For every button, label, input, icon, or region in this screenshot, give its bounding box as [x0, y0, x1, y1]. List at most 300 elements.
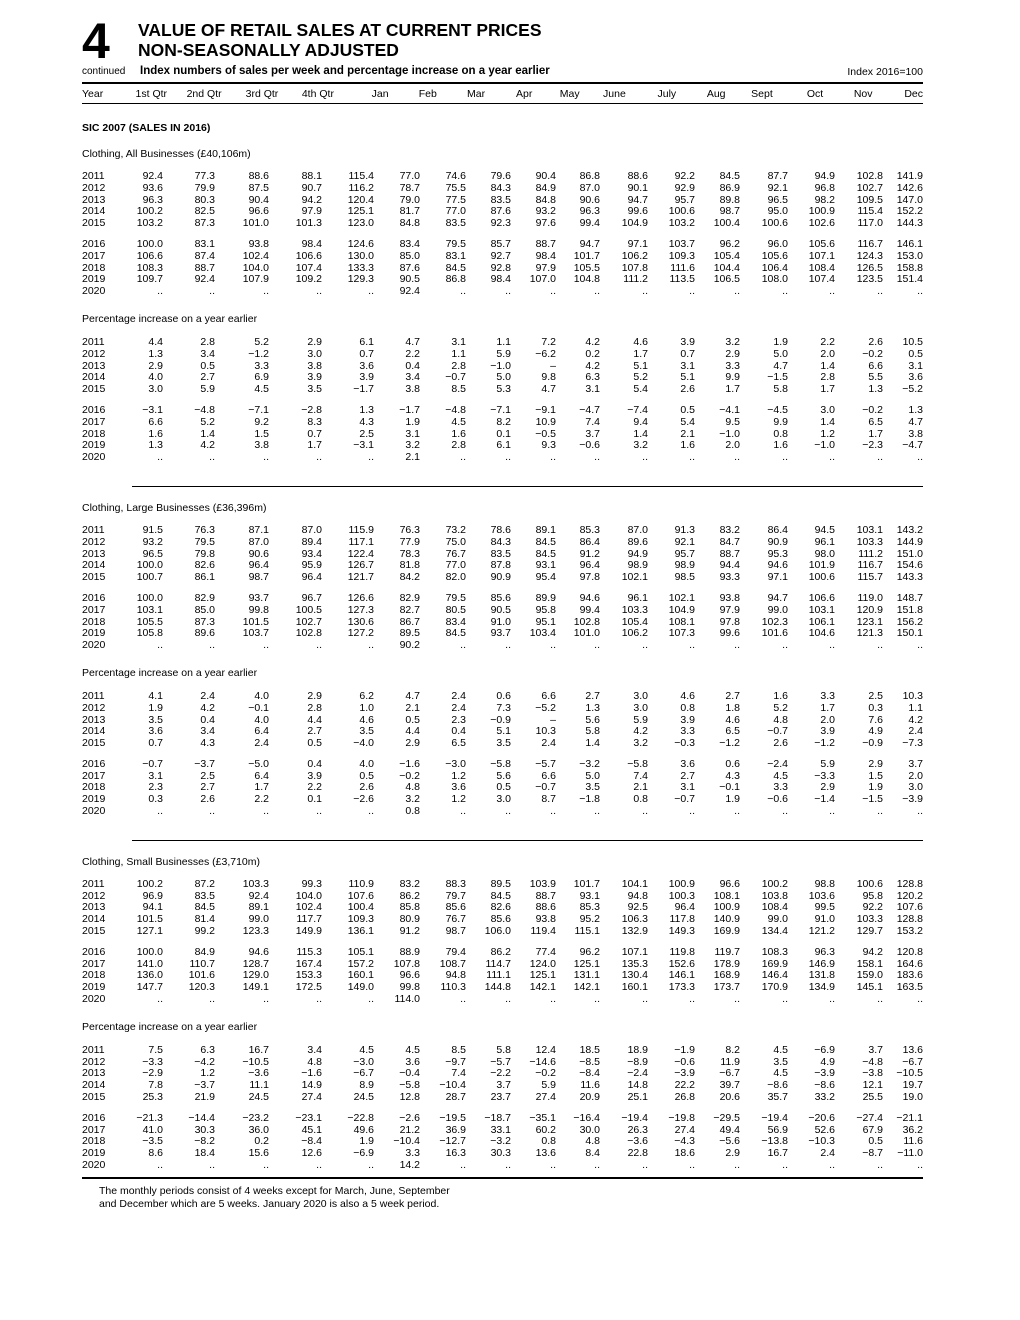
value-cell: 6.6 [868, 359, 883, 372]
value-cell: 12.8 [399, 1091, 420, 1104]
value-cell: 92.1 [674, 535, 695, 548]
value-cell: −16.4 [573, 1111, 600, 1124]
value-cell: 6.6 [148, 415, 163, 428]
value-cell: 100.9 [668, 877, 695, 890]
value-cell: 116.2 [348, 181, 374, 194]
value-cell: .. [734, 805, 740, 818]
value-cell: .. [460, 1159, 466, 1172]
value-cell: 10.3 [902, 689, 923, 702]
index-row [82, 286, 923, 298]
value-cell: 14.9 [301, 1079, 322, 1092]
value-cell: 123.5 [856, 273, 883, 286]
value-cell: −3.8 [862, 1067, 883, 1080]
value-cell: 3.8 [405, 383, 420, 396]
value-cell: 11.1 [249, 1079, 269, 1092]
value-cell: 86.8 [445, 273, 466, 286]
value-cell: 91.2 [579, 547, 600, 560]
value-cell: .. [316, 639, 322, 652]
value-cell: 83.1 [445, 249, 466, 262]
value-cell: 2.3 [451, 713, 466, 726]
value-cell: −1.2 [719, 737, 740, 750]
percentage-row [82, 703, 923, 715]
value-cell: 79.0 [399, 193, 420, 206]
value-cell: 151.4 [896, 273, 923, 286]
index-row [82, 274, 923, 286]
value-cell: 88.7 [535, 889, 556, 902]
value-cell: .. [829, 805, 835, 818]
value-cell: 148.7 [896, 591, 923, 604]
percentage-heading: Percentage increase on a year earlier [82, 312, 258, 325]
column-header: May [559, 87, 580, 100]
value-cell: 4.0 [254, 689, 269, 702]
value-cell: 85.7 [490, 237, 511, 250]
value-cell: .. [594, 451, 600, 464]
value-cell: 3.6 [148, 725, 163, 738]
value-cell: 107.9 [242, 273, 269, 286]
value-cell: 2.7 [307, 725, 322, 738]
value-cell: 5.6 [585, 713, 600, 726]
value-cell: 5.8 [496, 1043, 511, 1056]
value-cell: −3.0 [445, 757, 466, 770]
value-cell: 0.1 [496, 427, 511, 440]
value-cell: 2.9 [307, 335, 322, 348]
value-cell: 94.7 [767, 591, 788, 604]
value-cell: 125.1 [347, 205, 374, 218]
value-cell: 7.2 [541, 335, 556, 348]
value-cell: 115.9 [348, 523, 374, 536]
value-cell: 103.8 [761, 889, 788, 902]
value-cell: 134.4 [761, 925, 788, 938]
percentage-row [82, 440, 923, 452]
value-cell: 1.6 [148, 427, 163, 440]
year-cell: 2020 [82, 285, 106, 298]
value-cell: 108.1 [713, 889, 740, 902]
year-cell: 2014 [82, 559, 106, 572]
column-header: July [657, 87, 677, 100]
column-header: 4th Qtr [301, 87, 334, 100]
value-cell: 96.6 [719, 877, 740, 890]
value-cell: 3.5 [773, 1055, 788, 1068]
value-cell: 106.4 [761, 261, 788, 274]
value-cell: 84.9 [535, 181, 556, 194]
value-cell: 109.3 [347, 913, 374, 926]
column-header: Apr [516, 87, 533, 100]
value-cell: 6.4 [254, 769, 269, 782]
value-cell: 84.5 [535, 547, 556, 560]
value-cell: 94.9 [627, 547, 648, 560]
value-cell: 126.5 [856, 261, 883, 274]
value-cell: −1.8 [579, 793, 600, 806]
value-cell: 101.6 [188, 969, 215, 982]
value-cell: 94.9 [814, 170, 835, 182]
value-cell: −0.9 [862, 737, 883, 750]
value-cell: 8.5 [451, 383, 466, 396]
value-cell: −35.1 [529, 1111, 556, 1124]
value-cell: 83.5 [445, 217, 466, 230]
value-cell: 93.1 [579, 889, 600, 902]
value-cell: 115.3 [296, 945, 322, 958]
value-cell: 90.9 [767, 535, 788, 548]
value-cell: 158.1 [856, 957, 883, 970]
value-cell: −10.5 [242, 1055, 269, 1068]
value-cell: 108.3 [761, 945, 788, 958]
value-cell: −0.7 [445, 371, 466, 384]
value-cell: 83.4 [399, 237, 420, 250]
value-cell: 153.2 [896, 925, 923, 938]
value-cell: 128.7 [242, 957, 269, 970]
value-cell: −4.3 [674, 1135, 695, 1148]
value-cell: 8.6 [148, 1147, 163, 1160]
value-cell: 147.7 [136, 981, 163, 994]
value-cell: .. [316, 285, 322, 298]
year-cell: 2018 [82, 427, 106, 440]
value-cell: −8.6 [814, 1079, 835, 1092]
value-cell: 7.4 [451, 1067, 466, 1080]
value-cell: 141.9 [896, 170, 923, 182]
title-line-1: VALUE OF RETAIL SALES AT CURRENT PRICES [138, 20, 542, 40]
value-cell: 90.7 [301, 181, 322, 194]
value-cell: 80.9 [399, 913, 420, 926]
value-cell: .. [689, 805, 695, 818]
year-cell: 2012 [82, 1055, 106, 1068]
value-cell: 99.8 [399, 981, 420, 994]
value-cell: 88.6 [535, 901, 556, 914]
value-cell: .. [460, 993, 466, 1006]
value-cell: −9.7 [445, 1055, 466, 1068]
value-cell: .. [594, 1159, 600, 1172]
value-cell: 89.5 [490, 877, 511, 890]
value-cell: 6.1 [359, 335, 374, 348]
value-cell: 4.0 [148, 371, 163, 384]
value-cell: 123.0 [347, 217, 374, 230]
value-cell: 93.8 [535, 913, 556, 926]
value-cell: 96.2 [579, 945, 600, 958]
value-cell: 91.3 [674, 523, 695, 536]
value-cell: 124.3 [856, 249, 883, 262]
value-cell: 4.7 [405, 335, 420, 348]
value-cell: −3.9 [902, 793, 923, 806]
value-cell: 99.3 [301, 877, 322, 890]
value-cell: .. [782, 805, 788, 818]
year-cell: 2016 [82, 757, 106, 770]
year-cell: 2011 [82, 877, 105, 890]
value-cell: 79.7 [445, 889, 466, 902]
value-cell: 1.1 [451, 347, 466, 360]
value-cell: 12.4 [535, 1043, 556, 1056]
value-cell: 123.1 [856, 615, 883, 628]
year-cell: 2019 [82, 439, 106, 452]
value-cell: 86.2 [490, 945, 511, 958]
value-cell: 126.7 [347, 559, 374, 572]
index-row [82, 947, 923, 959]
value-cell: 8.3 [307, 415, 322, 428]
value-cell: 114.7 [485, 957, 511, 970]
value-cell: 3.3 [254, 359, 269, 372]
value-cell: .. [209, 1159, 215, 1172]
value-cell: −2.2 [490, 1067, 511, 1080]
value-cell: 0.5 [359, 769, 374, 782]
value-cell: 4.7 [541, 383, 556, 396]
value-cell: .. [917, 805, 923, 818]
value-cell: 125.1 [529, 969, 556, 982]
value-cell: 11.9 [720, 1055, 740, 1068]
value-cell: 1.4 [633, 427, 648, 440]
value-cell: 2.7 [585, 689, 600, 702]
data-table [82, 879, 923, 1006]
value-cell: 4.9 [868, 725, 883, 738]
value-cell: 77.5 [445, 193, 466, 206]
value-cell: −0.2 [862, 403, 883, 416]
value-cell: .. [829, 451, 835, 464]
value-cell: 120.9 [856, 603, 883, 616]
value-cell: −8.4 [301, 1135, 322, 1148]
value-cell: 120.4 [347, 193, 374, 206]
value-cell: 1.9 [725, 793, 740, 806]
value-cell: 107.4 [808, 273, 835, 286]
value-cell: 5.2 [773, 701, 788, 714]
value-cell: .. [316, 993, 322, 1006]
value-cell: 2.4 [200, 689, 215, 702]
value-cell: 4.6 [359, 713, 374, 726]
value-cell: 7.8 [148, 1079, 163, 1092]
value-cell: 86.1 [194, 571, 215, 584]
value-cell: 3.2 [405, 793, 420, 806]
value-cell: 115.4 [857, 205, 883, 218]
value-cell: .. [642, 285, 648, 298]
value-cell: −1.2 [814, 737, 835, 750]
value-cell: 98.9 [674, 559, 695, 572]
value-cell: .. [594, 993, 600, 1006]
percentage-row [82, 337, 923, 349]
value-cell: 8.9 [359, 1079, 374, 1092]
value-cell: 1.3 [585, 701, 600, 714]
value-cell: 2.2 [405, 347, 420, 360]
value-cell: 108.4 [761, 901, 788, 914]
value-cell: 97.1 [627, 237, 648, 250]
value-cell: 30.3 [194, 1123, 215, 1136]
year-cell: 2014 [82, 725, 106, 738]
value-cell: 2.9 [307, 689, 322, 702]
value-cell: 150.1 [896, 627, 923, 640]
value-cell: 121.7 [347, 571, 374, 584]
value-cell: −0.7 [535, 781, 556, 794]
value-cell: 0.6 [725, 757, 740, 770]
value-cell: 5.0 [773, 347, 788, 360]
value-cell: 88.9 [399, 945, 420, 958]
value-cell: 6.5 [725, 725, 740, 738]
value-cell: 8.7 [541, 793, 556, 806]
value-cell: 1.3 [148, 439, 163, 452]
value-cell: 3.6 [405, 1055, 420, 1068]
value-cell: 125.1 [573, 957, 600, 970]
value-cell: .. [734, 285, 740, 298]
value-cell: 1.6 [451, 427, 466, 440]
value-cell: .. [642, 639, 648, 652]
value-cell: 5.1 [680, 371, 695, 384]
value-cell: 149.0 [347, 981, 374, 994]
value-cell: 82.6 [194, 559, 215, 572]
data-table [82, 1045, 923, 1172]
value-cell: 96.7 [301, 591, 322, 604]
value-cell: −4.8 [445, 403, 466, 416]
value-cell: 95.7 [674, 193, 695, 206]
value-cell: 142.1 [573, 981, 600, 994]
value-cell: 173.7 [713, 981, 740, 994]
value-cell: 129.7 [856, 925, 883, 938]
value-cell: 107.8 [393, 957, 420, 970]
value-cell: .. [642, 805, 648, 818]
value-cell: 96.5 [767, 193, 788, 206]
index-row [82, 593, 923, 605]
value-cell: 1.2 [200, 1067, 215, 1080]
value-cell: 130.0 [347, 249, 374, 262]
continued-label: continued [82, 66, 126, 77]
percentage-row [82, 1148, 923, 1160]
value-cell: 2.4 [908, 725, 923, 738]
footnote-line-1: The monthly periods consist of 4 weeks except for March, June, September [99, 1184, 450, 1197]
value-cell: 1.9 [405, 415, 420, 428]
value-cell: 144.9 [896, 535, 923, 548]
value-cell: 0.4 [451, 725, 466, 738]
sic-heading: SIC 2007 (SALES IN 2016) [82, 122, 211, 134]
index-row [82, 251, 923, 263]
value-cell: 3.9 [820, 725, 835, 738]
section [82, 501, 923, 841]
value-cell: 93.1 [535, 559, 556, 572]
value-cell: 93.3 [719, 571, 740, 584]
value-cell: −0.2 [399, 769, 420, 782]
value-cell: 106.2 [621, 627, 648, 640]
value-cell: 99.0 [248, 913, 269, 926]
value-cell: 3.1 [405, 427, 420, 440]
value-cell: 96.1 [814, 535, 835, 548]
value-cell: 100.6 [761, 217, 788, 230]
value-cell: 4.2 [585, 359, 600, 372]
value-cell: −23.1 [295, 1111, 322, 1124]
value-cell: 87.1 [248, 523, 269, 536]
value-cell: 4.5 [451, 415, 466, 428]
column-header: Jan [371, 87, 389, 100]
value-cell: −5.2 [902, 383, 923, 396]
value-cell: 19.0 [902, 1091, 923, 1104]
value-cell: 97.9 [719, 603, 740, 616]
value-cell: 89.8 [719, 193, 740, 206]
value-cell: 3.1 [908, 359, 923, 372]
value-cell: 100.0 [136, 559, 163, 572]
value-cell: 97.9 [301, 205, 322, 218]
value-cell: 101.5 [242, 615, 269, 628]
percentage-row [82, 405, 923, 417]
value-cell: 1.6 [680, 439, 695, 452]
value-cell: −1.9 [674, 1043, 695, 1056]
value-cell: 3.7 [908, 757, 923, 770]
percentage-row [82, 349, 923, 361]
value-cell: 4.4 [307, 713, 322, 726]
year-cell: 2016 [82, 403, 106, 416]
percentage-row [82, 794, 923, 806]
value-cell: 95.7 [674, 547, 695, 560]
value-cell: 105.5 [136, 615, 163, 628]
year-cell: 2018 [82, 1135, 106, 1148]
value-cell: .. [368, 993, 374, 1006]
value-cell: 49.6 [353, 1123, 374, 1136]
value-cell: 106.0 [484, 925, 511, 938]
value-cell: .. [782, 285, 788, 298]
value-cell: −13.8 [761, 1135, 788, 1148]
value-cell: 88.7 [194, 261, 215, 274]
value-cell: 102.8 [295, 627, 322, 640]
year-cell: 2020 [82, 993, 106, 1006]
column-header: June [603, 87, 626, 100]
value-cell: 109.7 [136, 273, 163, 286]
value-cell: 76.7 [445, 547, 466, 560]
value-cell: 76.3 [194, 523, 215, 536]
value-cell: 103.3 [856, 913, 883, 926]
value-cell: −0.5 [535, 427, 556, 440]
value-cell: 5.4 [680, 415, 695, 428]
value-cell: −21.3 [136, 1111, 163, 1124]
value-cell: 92.9 [674, 181, 695, 194]
year-cell: 2016 [82, 1111, 106, 1124]
footnote [99, 1185, 923, 1211]
value-cell: 21.2 [399, 1123, 420, 1136]
value-cell: 1.7 [868, 427, 883, 440]
value-cell: 4.5 [405, 1043, 420, 1056]
value-cell: 3.3 [725, 359, 740, 372]
year-cell: 2020 [82, 451, 106, 464]
value-cell: 103.2 [136, 217, 163, 230]
value-cell: 4.8 [773, 713, 788, 726]
value-cell: 2.2 [307, 781, 322, 794]
value-cell: 4.0 [254, 713, 269, 726]
value-cell: 93.7 [248, 591, 269, 604]
value-cell: 107.4 [295, 261, 322, 274]
value-cell: 86.9 [719, 181, 740, 194]
value-cell: −1.0 [719, 427, 740, 440]
value-cell: 114.0 [394, 993, 420, 1006]
index-row [82, 605, 923, 617]
index-row [82, 572, 923, 584]
value-cell: .. [917, 1159, 923, 1172]
value-cell: 100.4 [347, 901, 374, 914]
value-cell: 119.8 [669, 945, 695, 958]
value-cell: 116.7 [857, 237, 883, 250]
value-cell: 105.8 [136, 627, 163, 640]
value-cell: 93.8 [719, 591, 740, 604]
value-cell: 128.8 [896, 913, 923, 926]
value-cell: −8.5 [579, 1055, 600, 1068]
value-cell: 8.2 [496, 415, 511, 428]
value-cell: 4.3 [359, 415, 374, 428]
value-cell: 89.6 [194, 627, 215, 640]
section-rule [132, 840, 923, 841]
value-cell: −10.3 [808, 1135, 835, 1148]
value-cell: −5.2 [535, 701, 556, 714]
value-cell: 8.5 [451, 1043, 466, 1056]
value-cell: 98.4 [301, 237, 322, 250]
value-cell: 24.5 [248, 1091, 269, 1104]
value-cell: 123.3 [242, 925, 269, 938]
value-cell: 5.1 [633, 359, 648, 372]
value-cell: 94.2 [862, 945, 883, 958]
value-cell: −2.6 [399, 1111, 420, 1124]
value-cell: 8.4 [585, 1147, 600, 1160]
value-cell: 5.9 [820, 757, 835, 770]
value-cell: 133.3 [347, 261, 374, 274]
value-cell: 6.6 [541, 769, 556, 782]
value-cell: 1.5 [868, 769, 883, 782]
value-cell: 26.8 [674, 1091, 695, 1104]
